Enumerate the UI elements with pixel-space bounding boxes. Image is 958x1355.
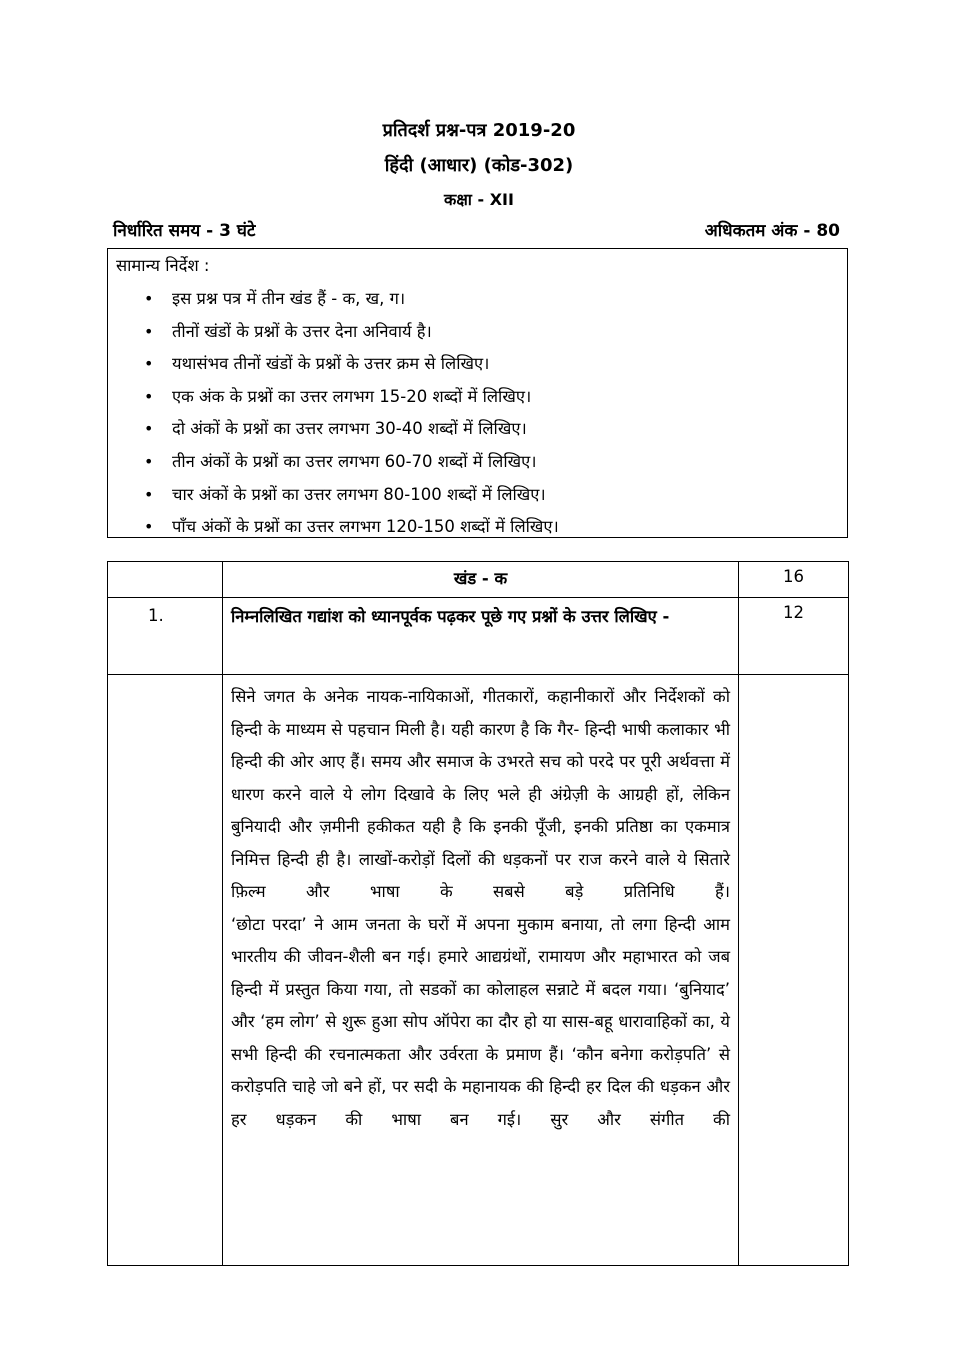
- paper-title: प्रतिदर्श प्रश्न-पत्र 2019-20: [382, 120, 576, 141]
- passage-paragraph: सिने जगत के अनेक नायक-नायिकाओं, गीतकारों, कहानीकारों और निर्देशकों को हिन्दी के माध्यम से पहचान मिली है। यही कारण है कि गैर- हिन्दी भाषी कलाकार भी हिन्दी की ओर आए हैं। समय और समाज के उभरते सच को परदे पर पूरी अर्थवत्ता में धारण करने वाले ये लोग दिखावे के लिए भले ही अंग्रेज़ी के आग्रही हों, लेकिन बुनियादी और ज़मीनी हकीकत यही है कि इनकी पूँजी, इनकी प्रतिष्ठा का एकमात्र निमित्त हिन्दी ही है। लाखों-करोड़ों दिलों की धड़कनों पर राज करने वाले ये सितारे फ़िल्म और भाषा के सबसे बड़े प्रतिनिधि हैं।: [231, 687, 730, 901]
- instruction-item: • तीनों खंडों के प्रश्नों के उत्तर देना अनिवार्य है।: [144, 316, 559, 349]
- section-header-row: [108, 562, 849, 598]
- question-marks: 12: [739, 598, 849, 675]
- general-instructions-box: [107, 248, 848, 538]
- passage-text: [223, 675, 739, 1266]
- question-number: 1.: [108, 598, 223, 675]
- empty-cell: [108, 675, 223, 1266]
- instruction-item: • इस प्रश्न पत्र में तीन खंड हैं - क, ख, ग।: [144, 283, 559, 316]
- instruction-item: • चार अंकों के प्रश्नों का उत्तर लगभग 80-100 शब्दों में लिखिए।: [144, 479, 559, 512]
- empty-cell: [108, 562, 223, 598]
- question-table: [107, 561, 849, 1266]
- instruction-item: • यथासंभव तीनों खंडों के प्रश्नों के उत्तर क्रम से लिखिए।: [144, 348, 559, 381]
- empty-cell: [739, 675, 849, 1266]
- section-title: खंड - क: [223, 562, 739, 598]
- question-row: [108, 598, 849, 675]
- max-marks: अधिकतम अंक - 80: [704, 221, 840, 241]
- instructions-list: [144, 283, 559, 544]
- instructions-title: सामान्य निर्देश :: [116, 256, 210, 275]
- instruction-item: • दो अंकों के प्रश्नों का उत्तर लगभग 30-40 शब्दों में लिखिए।: [144, 413, 559, 446]
- instruction-item: • पाँच अंकों के प्रश्नों का उत्तर लगभग 120-150 शब्दों में लिखिए।: [144, 511, 559, 544]
- instruction-item: • एक अंक के प्रश्नों का उत्तर लगभग 15-20 शब्दों में लिखिए।: [144, 381, 559, 414]
- section-marks: 16: [739, 562, 849, 598]
- time-allowed: निर्धारित समय - 3 घंटे: [113, 221, 256, 241]
- subject-title: हिंदी (आधार) (कोड-302): [384, 155, 574, 176]
- passage-paragraph: ‘छोटा परदा’ ने आम जनता के घरों में अपना मुकाम बनाया, तो लगा हिन्दी आम भारतीय की जीवन-शैली बन गई। हमारे आद्यग्रंथों, रामायण और महाभारत को जब हिन्दी में प्रस्तुत किया गया, तो सडकों का कोलाहल सन्नाटे में बदल गया। ‘बुनियाद’ और ‘हम लोग’ से शुरू हुआ सोप ऑपेरा का दौर हो या सास-बहू धारावाहिकों का, ये सभी हिन्दी की रचनात्मकता और उर्वरता के प्रमाण हैं। ‘कौन बनेगा करोड़पति’ से करोड़पति चाहे जो बने हों, पर सदी के महानायक की हिन्दी हर दिल की धड़कन और हर धड़कन की भाषा बन गई। सुर और संगीत की: [231, 914, 730, 1129]
- class-title: कक्षा - XII: [444, 190, 514, 209]
- passage-row: [108, 675, 849, 1266]
- question-text: निम्नलिखित गद्यांश को ध्यानपूर्वक पढ़कर पूछे गए प्रश्नों के उत्तर लिखिए -: [223, 598, 739, 675]
- instruction-item: • तीन अंकों के प्रश्नों का उत्तर लगभग 60-70 शब्दों में लिखिए।: [144, 446, 559, 479]
